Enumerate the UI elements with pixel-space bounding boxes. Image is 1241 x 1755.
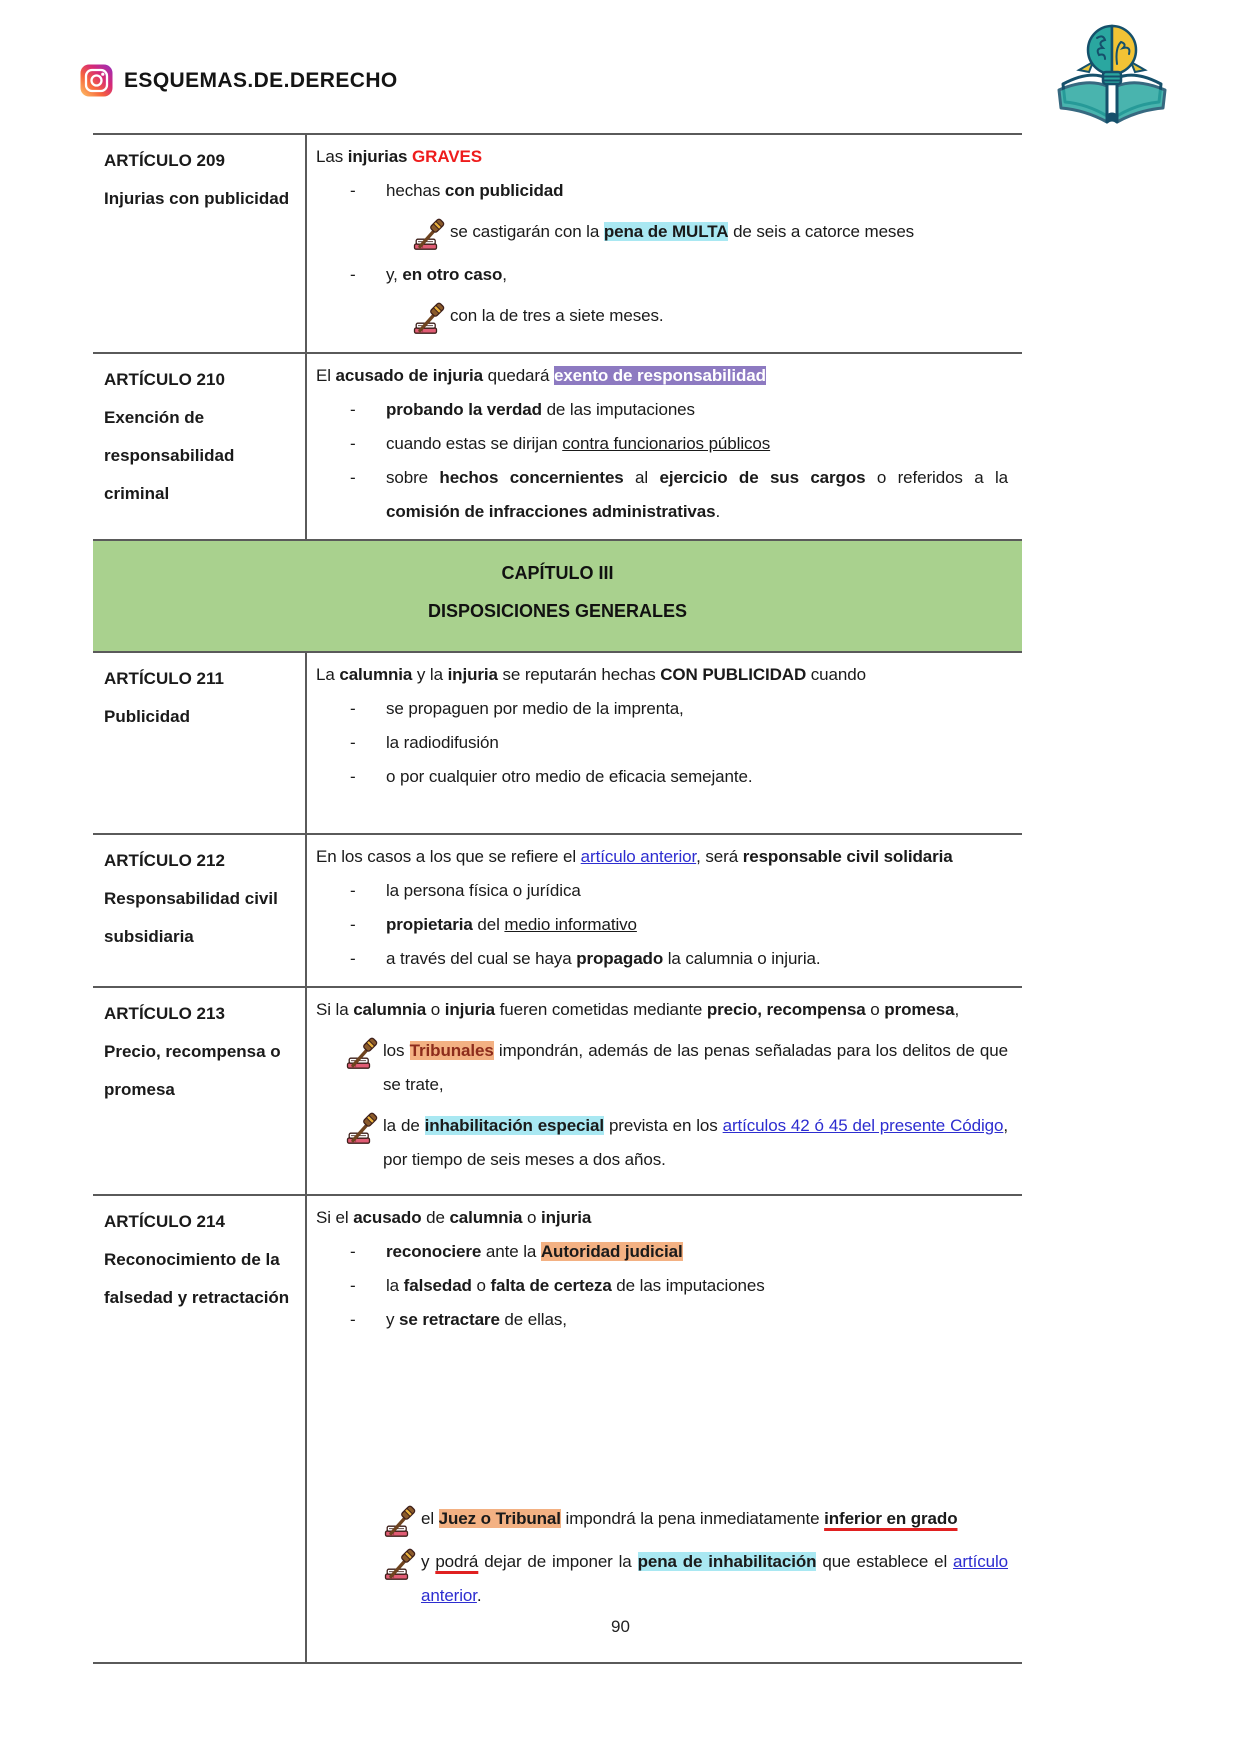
text-segment: Tribunales: [409, 1041, 494, 1060]
text-segment: los: [383, 1041, 410, 1060]
content-line: [316, 393, 1010, 427]
text-segment: fueren cometidas mediante: [495, 1000, 707, 1019]
line-text: [386, 461, 1010, 529]
text-segment: injurias: [347, 147, 413, 166]
bullet-dash: -: [350, 1242, 356, 1261]
chapter-banner: [93, 539, 1022, 651]
line-text: [386, 726, 1010, 760]
gavel-books-icon: [413, 218, 448, 251]
article-title-cell: [93, 988, 307, 1194]
text-segment: la persona física o jurídica: [386, 881, 581, 900]
text-segment: la calumnia o injuria.: [663, 949, 821, 968]
articles-table: [93, 133, 1022, 1664]
text-segment: .: [476, 1586, 482, 1605]
content-line: [316, 258, 1010, 292]
gavel-books-icon: [346, 1037, 381, 1070]
text-segment: con la de tres a siete meses.: [450, 306, 664, 325]
text-segment: la radiodifusión: [386, 733, 499, 752]
text-segment: y la: [412, 665, 448, 684]
article-number: ARTÍCULO 211: [104, 669, 224, 688]
bullet-dash: -: [350, 699, 356, 718]
text-segment: de las imputaciones: [611, 1276, 765, 1295]
gavel-books-icon: [384, 1548, 419, 1581]
text-segment: La: [316, 665, 340, 684]
text-segment: Las: [316, 147, 348, 166]
content-line: [316, 215, 1010, 251]
line-text: [386, 427, 1010, 461]
text-segment: inhabilitación especial: [424, 1116, 605, 1135]
text-segment: dejar de imponer la: [478, 1552, 638, 1571]
text-segment: reconociere: [386, 1242, 482, 1261]
chapter-banner-line: CAPÍTULO III: [501, 563, 614, 583]
spacer: [316, 1337, 1010, 1495]
line-text: [383, 1034, 1010, 1102]
book-brain-lightbulb-logo: [1049, 12, 1175, 130]
text-segment: falsedad: [403, 1276, 472, 1295]
text-segment: exento de responsabilidad: [553, 366, 766, 385]
content-line: [316, 461, 1010, 529]
table-row: [93, 833, 1022, 986]
text-segment: el: [421, 1509, 439, 1528]
text-segment: acusado de injuria: [335, 366, 484, 385]
content-line: [316, 174, 1010, 208]
article-title-cell: [93, 354, 307, 539]
bullet-dash: -: [350, 949, 356, 968]
line-text: [386, 1235, 1010, 1269]
page-number: 90: [611, 1617, 630, 1636]
text-segment: se reputarán hechas: [497, 665, 661, 684]
bullet-dash: -: [350, 733, 356, 752]
article-content-cell: [307, 988, 1022, 1194]
text-segment: inferior en grado: [824, 1509, 958, 1528]
text-segment: de las imputaciones: [541, 400, 695, 419]
text-segment: y,: [386, 265, 403, 284]
text-segment: del: [472, 915, 505, 934]
text-segment: .: [715, 502, 721, 521]
article-number: ARTÍCULO 214: [104, 1212, 225, 1231]
table-row: [93, 651, 1022, 833]
article-subtitle: Exención de responsabilidad criminal: [104, 408, 235, 503]
article-content-cell: [307, 354, 1022, 539]
text-segment: prevista en los: [604, 1116, 723, 1135]
chapter-banner-line: DISPOSICIONES GENERALES: [427, 601, 688, 621]
line-text: [386, 1269, 1010, 1303]
text-segment: o referidos a la: [865, 468, 1008, 487]
table-row: [93, 1194, 1022, 1662]
content-line: [316, 993, 1010, 1027]
text-segment: ejercicio de sus cargos: [659, 468, 866, 487]
text-segment: calumnia: [353, 1000, 427, 1019]
article-subtitle: Publicidad: [104, 707, 190, 726]
content-line: [316, 359, 1010, 393]
line-text: [386, 258, 1010, 292]
article-subtitle: Precio, recompensa o promesa: [104, 1042, 281, 1099]
text-segment: con publicidad: [444, 181, 564, 200]
content-line: [316, 1109, 1010, 1177]
article-subtitle: Reconocimiento de la falsedad y retractación: [104, 1250, 290, 1307]
text-segment: o por cualquier otro medio de eficacia semejante.: [386, 767, 753, 786]
article-title-cell: [93, 135, 307, 352]
text-segment: pena de MULTA: [603, 222, 729, 241]
gavel-books-icon: [346, 1112, 381, 1145]
content-line: [316, 658, 1010, 692]
bullet-dash: -: [350, 915, 356, 934]
article-title-cell: [93, 653, 307, 833]
table-row: [93, 352, 1022, 539]
inline-link[interactable]: artículo anterior: [421, 1552, 1008, 1605]
text-segment: que establece el: [816, 1552, 954, 1571]
text-segment: injuria: [444, 1000, 496, 1019]
line-text: [450, 299, 1010, 333]
text-segment: En los casos a los que se refiere el: [316, 847, 581, 866]
inline-link[interactable]: artículos 42 ó 45 del presente Código: [722, 1116, 1004, 1135]
line-text: [316, 147, 484, 166]
text-segment: precio, recompensa: [706, 1000, 866, 1019]
text-segment: de seis a catorce meses: [728, 222, 915, 241]
line-text: [386, 874, 1010, 908]
content-line: [316, 874, 1010, 908]
text-segment: medio informativo: [504, 915, 637, 934]
text-segment: Si el: [316, 1208, 354, 1227]
text-segment: hechas: [386, 181, 445, 200]
text-segment: calumnia: [449, 1208, 523, 1227]
text-segment: pena de inhabilitación: [637, 1552, 817, 1571]
text-segment: o: [471, 1276, 491, 1295]
text-segment: de: [421, 1208, 450, 1227]
text-segment: falta de certeza: [490, 1276, 612, 1295]
content-line: [316, 942, 1010, 976]
text-segment: en otro caso: [402, 265, 503, 284]
content-line: [316, 427, 1010, 461]
content-line: [316, 692, 1010, 726]
content-line: [316, 299, 1010, 335]
bullet-dash: -: [350, 400, 356, 419]
text-segment: Si la: [316, 1000, 354, 1019]
text-segment: de ellas,: [499, 1310, 567, 1329]
bullet-dash: -: [350, 181, 356, 200]
line-text: [421, 1545, 1010, 1613]
text-segment: calumnia: [339, 665, 413, 684]
text-segment: CON PUBLICIDAD: [660, 665, 807, 684]
bullet-dash: -: [350, 468, 356, 487]
text-segment: se retractare: [399, 1310, 500, 1329]
text-segment: , por tiempo de seis meses a dos años.: [383, 1116, 1008, 1169]
text-segment: comisión de infracciones administrativas: [386, 502, 716, 521]
text-segment: GRAVES: [412, 147, 482, 166]
text-segment: ,: [954, 1000, 960, 1019]
line-text: [316, 366, 768, 385]
article-title-cell: [93, 835, 307, 986]
page-header: [80, 64, 398, 97]
bullet-dash: -: [350, 881, 356, 900]
gavel-books-icon: [384, 1505, 419, 1538]
text-segment: acusado: [353, 1208, 422, 1227]
text-segment: responsable civil solidaria: [742, 847, 953, 866]
text-segment: y: [386, 1310, 400, 1329]
text-segment: ante la: [481, 1242, 541, 1261]
content-line: [316, 1034, 1010, 1102]
article-number: ARTÍCULO 213: [104, 1004, 225, 1023]
line-text: [450, 215, 1010, 249]
content-line: [316, 140, 1010, 174]
line-text: [316, 1208, 593, 1227]
line-text: [386, 942, 1010, 976]
text-segment: impondrán, además de las penas señaladas para los delitos de que se trate,: [383, 1041, 1008, 1094]
article-title-cell: [93, 1196, 307, 1662]
content-line: [316, 1303, 1010, 1337]
text-segment: o: [522, 1208, 541, 1227]
bullet-dash: -: [350, 1276, 356, 1295]
text-segment: o: [865, 1000, 885, 1019]
content-line: [316, 1201, 1010, 1235]
text-segment: hechos concernientes: [439, 468, 624, 487]
text-segment: ,: [502, 265, 507, 284]
text-segment: , será: [696, 847, 743, 866]
bullet-dash: -: [350, 265, 356, 284]
text-segment: sobre: [386, 468, 440, 487]
text-segment: Autoridad judicial: [540, 1242, 683, 1261]
brand-title: ESQUEMAS.DE.DERECHO: [124, 68, 398, 92]
text-segment: contra funcionarios públicos: [562, 434, 771, 453]
line-text: [316, 1000, 961, 1019]
gavel-books-icon: [413, 302, 448, 335]
bullet-dash: -: [350, 1310, 356, 1329]
text-segment: y: [421, 1552, 436, 1571]
article-content-cell: [307, 653, 1022, 833]
text-segment: propietaria: [386, 915, 473, 934]
article-subtitle: Injurias con publicidad: [104, 189, 290, 208]
instagram-icon: [80, 64, 113, 97]
text-segment: a través del cual se haya: [386, 949, 577, 968]
line-text: [386, 1303, 1010, 1337]
text-segment: El: [316, 366, 336, 385]
line-text: [383, 1109, 1010, 1177]
text-segment: podrá: [435, 1552, 479, 1571]
table-row: [93, 133, 1022, 352]
line-text: [386, 393, 1010, 427]
line-text: [421, 1502, 1010, 1536]
bullet-dash: -: [350, 434, 356, 453]
line-text: [386, 174, 1010, 208]
line-text: [386, 760, 1010, 794]
text-segment: probando la verdad: [386, 400, 542, 419]
content-line: [316, 1269, 1010, 1303]
content-line: [316, 840, 1010, 874]
text-segment: promesa: [884, 1000, 955, 1019]
text-segment: injuria: [540, 1208, 592, 1227]
table-row: [93, 986, 1022, 1194]
article-number: ARTÍCULO 210: [104, 370, 225, 389]
article-content-cell: [307, 1196, 1022, 1662]
content-line: [316, 908, 1010, 942]
article-content-cell: [307, 135, 1022, 352]
text-segment: Juez o Tribunal: [438, 1509, 561, 1528]
text-segment: cuando: [806, 665, 866, 684]
text-segment: cuando estas se dirijan: [386, 434, 563, 453]
text-segment: se castigarán con la: [450, 222, 604, 241]
article-number: ARTÍCULO 209: [104, 151, 225, 170]
line-text: [386, 908, 1010, 942]
text-segment: al: [623, 468, 660, 487]
content-line: [316, 726, 1010, 760]
text-segment: o: [426, 1000, 445, 1019]
text-segment: injuria: [447, 665, 498, 684]
text-segment: la de: [383, 1116, 425, 1135]
content-line: [316, 1235, 1010, 1269]
inline-link[interactable]: artículo anterior: [580, 847, 697, 866]
article-content-cell: [307, 835, 1022, 986]
content-line: [316, 1545, 1010, 1613]
content-line: [316, 1502, 1010, 1538]
text-segment: propagado: [576, 949, 664, 968]
text-segment: quedará: [483, 366, 554, 385]
line-text: [316, 665, 868, 684]
text-segment: se propaguen por medio de la imprenta,: [386, 699, 684, 718]
text-segment: la: [386, 1276, 404, 1295]
line-text: [386, 692, 1010, 726]
content-line: [316, 760, 1010, 794]
article-number: ARTÍCULO 212: [104, 851, 225, 870]
bullet-dash: -: [350, 767, 356, 786]
line-text: [316, 847, 955, 866]
article-subtitle: Responsabilidad civil subsidiaria: [104, 889, 278, 946]
text-segment: impondrá la pena inmediatamente: [560, 1509, 825, 1528]
